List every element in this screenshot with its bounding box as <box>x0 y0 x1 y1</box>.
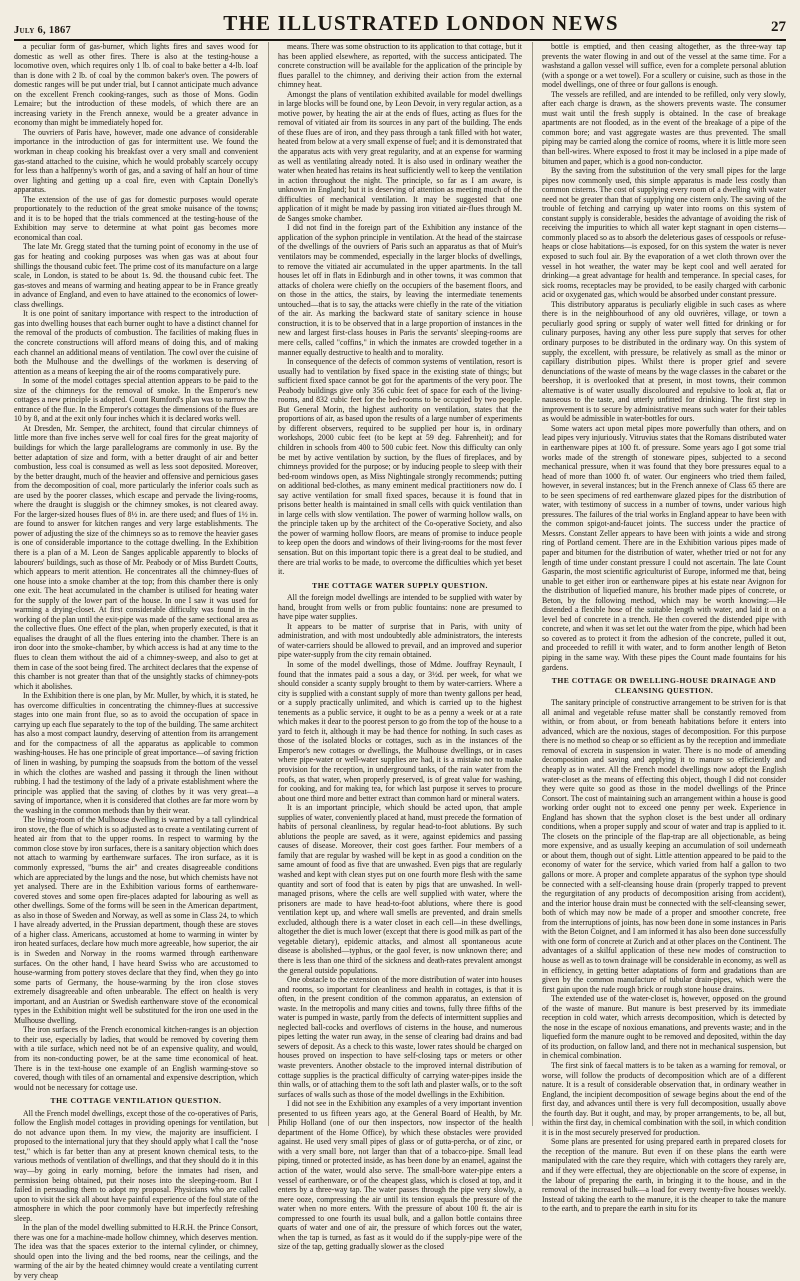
text-column-1 <box>14 42 259 1280</box>
article-paragraph: At Dresden, Mr. Semper, the architect, found that circular chimneys of little more than five inches serve well for coal fires for the great majority of buildings for which the large parallelograms are commonly in use. By the better adaptation of size and form, with a better draught of air and better combustion, less coal is consumed as well as less soot deposited. Moreover, by the better draught, much of the heavier and offensive and pernicious gases from the decomposition of coal, more particularly the inferior coals such as are used by the poorer classes, which escape and pervade the living-rooms, where the draught is sluggish or the chimney smokes, is not cleared away. For the larger-sized houses flues of 8½ in. are there used; and flues of 1½ in. are found to answer for kitchen ranges and very large establishments. The power of adjusting the size of the chimneys so as to remove the heavier gases is one of considerable importance to the cottage dwelling. In the Exhibition there is a plan of a M. Leon de Sanges applicable apparently to blocks of labourers' buildings, such as those of Mr. Peabody or of Miss Burdett Coutts, which appears to merit attention. He concentrates all the chimney-flues of one house into a smoke chamber at the top; from this chamber there is only one exit. The heat accumulated in the chamber is utilised for heating water for the supply of the lower part of the house. In one I saw it was used for warming a drying-closet. At first considerable difficulty was found in the working of the plan until the exit-pipe was made of the same sectional area as the collective flues. One effect of the plan, when properly executed, is that it equalises the draught of all the flues entering into the chamber. There is an iron door into the smoke-chamber, by which access is had at any time to the flues to clean them without the aid of a chimney-sweep, and also to get at them in case of the soot being fired. The architect declares that the expense of this chamber is not greater than that of the unsightly stacks of chimney-pots which it abolishes. <box>14 423 259 691</box>
article-paragraph: It appears to be matter of surprise that in Paris, with unity of administration, and with most undoubtedly able administrators, the interests of water-carriers should be allowed to prevail, and an improved and superior pipe water-supply from the city remain obtained. <box>278 621 522 660</box>
text-column-2 <box>268 42 522 1252</box>
article-paragraph: I did not find in the foreign part of the Exhibition any instance of the application of the syphon principle in ventilation. At the head of the staircase of the dwellings of the ouvriers of Paris such an apparatus as that of Muir's ventilators may be commended, especially in the larger blocks of dwellings, to remove the vitiated air accumulated in the upper apartments. In the tall houses let off in flats in Edinburgh and in other towns, it was common that attacks of cholera were chiefly on the occupiers of the basement floors, and on those in the attics, the stairs, by leaving the intermediate tenements untouched—that is to say, the attacks were chiefly in the rate of the vitiation of the air. As marking the backward state of sanitary science in house construction, it is to be observed that in a large proportion of instances in the new and largest first-class houses in Paris the servants' sleeping-rooms are mere cells, called "coffins," in which the inmates are crowded together in a manner equally destructive to health and to morality. <box>278 223 522 357</box>
article-paragraph: means. There was some obstruction to its application to that cottage, but it has been applied elsewhere, as reported, with the success anticipated. The concrete construction will be available for the application of the principle by flues parallel to the chimney, and deriving their action from the external chimney heat. <box>278 42 522 90</box>
article-paragraph: The iron surfaces of the French economical kitchen-ranges is an objection to their use, especially by ladies, that would be removed by covering them with a tile surface, which need not be of an expensive quality, and would, from its non-conducting power, be at the same time economical of heat. There is in the text-house one example of an English warming-stove so covered, though with tiles of an ornamental and expensive description, which would not be necessary for cottage use. <box>14 1025 258 1092</box>
article-paragraph: Amongst the plans of ventilation exhibited available for model dwellings in large blocks will be found one, by Leon Devoir, in very regular action, as a motive power, by heating the air at the ends of flues, acting as flues for the removal of vitiated air from its sources in any part of the building. The ends of these flues are of iron, and they pass through a tank filled with hot water, heated from below at a very small expense of fuel; and it is demonstrated that the apparatus acts with very great regularity, and at an expense for warming as well as ventilating already noted. It is also used in ordinary weather the water when heated has retains its heat sufficiently well to keep the ventilation in action throughout the night. The principle, so far as I am aware, is unknown in England; but it is deserving of attention as meeting much of the difficulties of mechanical ventilation. It may be suggested that one application of it might be made by passing iron vitiated air-flues through M. de Sanges smoke chamber. <box>278 89 522 223</box>
article-paragraph: In some of the model cottages special attention appears to be paid to the size of the chimneys for the removal of smoke. In the Emperor's new cottages a new principle is adopted. Count Rumford's plan was to narrow the entrance of the flue. In the Emperor's cottages the dimensions of the flues are 10 by 8, and at the exit only four inches which it is declared works well. <box>14 376 258 424</box>
article-paragraph: By the saving from the substitution of the very small pipes for the large pipes now commonly used, this simple apparatus is made less costly than common cisterns. The cost of supplying every room of a dwelling with water need not be greater than that of supplying one cistern only. The saving of the trouble of fetching and carrying up water into rooms on this system of constant supply is considerable, besides the advantage of avoiding the risk of receiving the impurities to which all water kept stagnant in open cisterns—commonly placed so as to absorb the deleterious gases of cesspools or refuse-heaps or close habitations—is exposed, for on this system the water is never exposed to such foul air. By the evaporation of a wet cloth thrown over the vessel in hot weather, the water may be kept cool and well aerated for drinking—a great advantage for health and temperance. In special cases, for sick rooms, receptacles may be provided, to be easily charged with carbonic acid or oxygenated gas, which would be absorbed under constant pressure. <box>542 166 786 300</box>
article-paragraph: I did not see in the Exhibition any examples of a very important invention presented to us fifteen years ago, at the General Board of Health, by Mr. Philip Holland (one of our then inspectors, now inspector of the health department of the Home Office), by which these obstacles were provided against. He used very small pipes of glass or of gutta-percha, or of zinc, or with a very small bore, not larger than that of a tobacco-pipe. Small lead piping, tinned or protected inside, as has been done by an enamel, against the action of the water, would also serve. The small-bore water-pipe enters a vessel of earthenware, or of the cheapest glass, which is closed at top, and it enters by a three-way tap. The water passes through the pipe very slowly, a mere ooze, compressing the air until its tension equals the pressure of the water when no more enters. With the pressure of about 100 ft. the air is compressed to one fourth its usual bulk, and a gallon bottle contains three quarts of water and one of air, the pressure of which forces out the water, when the tap is turned, as fast as it would do if the supply-pipe were of the size of the tap, getting gradually slower as the closed <box>278 1099 522 1252</box>
article-paragraph: In the plan of the model dwelling submitted to H.R.H. the Prince Consort, there was one for a machine-made hollow chimney, which deserves mention. The idea was that the spaces exterior to the internal cylinder, or chimney, should open into the living and the bed rooms, near the ceilings, and the warming of the air by the heated chimney would create a ventilating current by very cheap <box>14 1223 258 1280</box>
article-paragraph: This distributory apparatus is peculiarly eligible in such cases as where there is in the neighbourhood of any old ouvrières, village, or town a peculiarly good spring or supply of water well fitted for drinking or for culinary purposes, having any other less pure supply that serves for other ordinary purposes to be distributed in the ordinary way. On this system of supply, the excellent, with pressure, be relatively as small as the minor or capillary distribution pipes. Whilst there is proper grief and severe denunciations of the waste of means by the wage classes in the cabaret or the beershop, it is overlooked that at present, in most towns, their common alternative is of water usually discoloured and repulsive to look at, flat or nauseous to the taste, and utterly unfitted for drinking. The first step in improvement is to secure by administrative means such water for their tables as would be admissible in water-bottles for ours. <box>542 299 786 424</box>
article-paragraph: In some of the model dwellings, those of Mdme. Jouffray Reynault, I found that the inmates paid a sous a day, or 3½d. per week, for what we should consider a scanty supply brought to them by water-carriers. Where a city is supplied with a constant supply of more than twenty gallons per head, or a supply practically unlimited, and which is carried up to the highest tenements as a public service, it ought to be as a penny a week or at a rate which makes it dear to the poorest person to go from the top of the house to a yard to fetch it, although it may be had thence for nothing. In such cases as those of the isolated blocks or cottages, such as in the instances of the Emperor's new cottages or dwellings, the Mulhouse dwellings, or in cases where pipe-water or well-water supplies are had, it is a mistake not to make provision for the reception, in underground tanks, of the rain water from the roofs, as that water, when properly preserved, is of great value for washing, for cooking, and for making tea, for which last purpose it serves to procure about one third more and better extract than common hard or mineral waters. <box>278 660 522 803</box>
article-paragraph: All the French model dwellings, except those of the co-operatives of Paris, follow the English model cottages in providing openings for ventilation, but do not advance upon them. In my view, the majority are insufficient. I proposed to the international jury that they should apply what I call the "nose test," which is far better than any at present known chemical tests, to the various methods of ventilation of dwellings, and that they should do it in this way—by going in early morning, before the inmates had risen, and permission being obtained, put their noses into the sleeping-room. But I failed in persuading them to adopt my proposal. Physicians who are called upon to visit the sick all about have painful experience of the foul state of the atmosphere in which the poor commonly have but imperfectly refreshing sleep. <box>14 1108 258 1223</box>
article-columns <box>14 42 786 1280</box>
article-paragraph: All the foreign model dwellings are intended to be supplied with water by hand, brought from wells or from public fountains: none are presumed to have pipe water supplies. <box>278 593 522 622</box>
page-number: 27 <box>770 19 786 35</box>
article-paragraph: The living-room of the Mulhouse dwelling is warmed by a tall cylindrical iron stove, the flue of which is so adjusted as to create a ventilating current of heated air from that to the upper rooms. In respect to warming by the common close stove by iron surfaces, there is a sanitary objection which does not attach to warming by earthenware surfaces. The iron surface, as it is commonly expressed, "burns the air" and creates disagreeable conditions which are appreciated by the lungs and the nose, but which chemists have not yet analysed. There are in the Exhibition various forms of earthenware-covered stoves and some open fire-places adapted for labouring as well as other dwellings. Some of the forms will be seen in the American department, as also in those of Sweden and Norway, as well as some in Class 24, to which I have already adverted, in the Prussian department, though these are stoves of a higher class. Americans, accustomed at home to warming in winter by iron heated surfaces, declare how much more agreeable, how superior, the air is in Sweden and Norway in the rooms warmed through earthenware surfaces. On the other hand, I have heard Swiss who are accustomed to house-warming from pottery stoves declare that they find, when they go into some parts of Germany, the house-warming by the iron close stoves extremely disagreeable and often unbearable. The effect on health is very important, and an Austrian or Swedish earthenware stove of the economical types in the Exhibition might well be substituted for the iron one used in the Mulhouse dwelling. <box>14 815 258 1025</box>
article-paragraph: The vessels are refilled, and are intended to be refilled, only very slowly, after each charge is drawn, as the showers prevents waste. The consumer must wait until the fresh supply is obtained. In the case of breakage apartments are not flooded, as in the event of the breakage of a pipe of the common bore; and vast aggregate wastes are thus prevented. The small piping may be carried along the cornice of rooms, where it is little more seen than bell-wires. Where exposed to frost it may be inclosed in a pipe made of bitumen and paper, which is a good non-conductor. <box>542 89 786 166</box>
article-paragraph: It is one point of sanitary importance with respect to the introduction of gas into dwelling houses that each burner ought to have a distinct channel for the removal of the products of combustion. The facilities of making flues in the concrete constructions will afford means of doing this, and of making each channel an additional means of ventilation. The cowl over the cuisine of both the Mulhouse and the dwellings of the workmen is deserving of attention as a means of keeping the air of the rooms comparatively pure. <box>14 309 258 376</box>
issue-date: July 6, 1867 <box>14 25 72 36</box>
masthead <box>14 8 786 41</box>
article-paragraph: The sanitary principle of constructive arrangement to be striven for is that all animal and vegetable refuse matter shall be constantly removed from within, or from about, or from beneath habitations before it enters into advanced, which are the noxious, stages of decomposition. For this purpose there is no method so cheap or so efficient as by the reception and immediate removal of excreta in suspension in water. There is no mode of amending decomposition and saving and applying it to manure so efficiently and cheaply as in water. All the French model dwellings now adopt the English water-closet as the means of effecting this object, though I did not consider they were quite so good as those in the model dwellings of the Prince Consort. The cost of maintaining such an arrangement within a house is good working order ought not to exceed one penny per week. Experience in England has shown that the syphon closet is the best under all ordinary conditions, when a proper supply and scour of water and trap is applied to it. The closets on the principle of the flap-trap are all objectionable, as being more expensive, and as usually keeping an accumulation of soil underneath or about them, though out of sight. Little attention appeared to be paid to the economy of water for the service, which varied from half a gallon to two gallons or more. A proper and complete apparatus of the syphon type should be connected with a self-cleansing house drain (properly trapped to prevent the regurgitation of any products of decomposition arising from accident), and the interior house drain must be connected with the self-cleansing sewer, both of which may now be made of a proper and smoother concrete, free from the interruptions of joints, has now been done in some instances in Paris with the Beton Coignet, and I am informed it has also been done successfully with one form of concrete at Zurich and at other places on the Continent. The advantages of a skilful application of these new modes of construction to house as well as to town drainage will be considerable in economy, as well as in efficiency, in getting better adaptations of form and gradations than are given by the common manufacture of tubular drain-pipes, which were the first gain upon the rude rough brick or rough stone house drains. <box>542 698 786 994</box>
article-paragraph: The ouvriers of Paris have, however, made one advance of considerable importance in the introduction of gas for intermittent use. We found the workman in cheap cooking his breakfast over a very small and convenient gas-stand attached to the cuisine, which he would probably scarcely occupy for less than a halfpenny's worth of gas, and a saving of half an hour of time over lighting and getting up a coal fire, even with Captain Donelly's apparatus. <box>14 127 258 195</box>
article-paragraph: Some plans are presented for using prepared earth in prepared closets for the reception of the manure. But even if on these plans the earth were manipulated with the care they require, which with cottagers they rarely are, and if they were effectual, they are objectionable on the score of expense, in the labour of preparing the earth, in bringing it to the house, and in the removal of the increased bulk—a load for every twenty-five houses weekly. Instead of taking the earth to the manure, it is the cheaper to take the manure to the earth, and to prepare the earth in situ for its <box>542 1137 786 1214</box>
article-paragraph: a peculiar form of gas-burner, which lights fires and saves wood for domestic as well as other fires. There is also at the testing-house a locomotive oven, which requires only 1 lb. of coal to bake better a 4-lb. loaf than is done with 2 lb. of coal by the common baker's oven. The powers of domestic ranges will be put under trial, but I cannot anticipate much advance on the excellent French cooking-ranges, such as those of Mons. Godin Lemaire; but the introduction of these models, of which there are an increasing variety in the French annexe, would be a greater advance in economy than might be immediately hoped for. <box>14 42 258 128</box>
article-paragraph: The extension of the use of gas for domestic purposes would operate proportionately to the reduction of the great smoke nuisance of the towns; and it is to be hoped that the trials commenced at the testing-house of the Exhibition may serve to determine at what point gas becomes more economical than coal. <box>14 194 258 242</box>
article-paragraph: bottle is emptied, and then ceasing altogether, as the three-way tap prevents the water flowing in and out of the vessel at the same time. For a washstand a gallon vessel will suffice, even for a complete personal ablution (with a sponge or a wet towel). For a scullery or cuisine, such as those in the model dwellings, one of three or four gallons is enough. <box>542 42 786 90</box>
section-heading: THE COTTAGE WATER SUPPLY QUESTION. <box>312 580 488 590</box>
article-paragraph: One obstacle to the extension of the more distribution of water into houses and rooms, so important for cleanliness and health in cottages, is that it is often, in the present condition of the common apparatus, an extension of waste. In the metropolis and many cities and towns, fully three fifths of the water is pumped in waste, partly from the defects of intermittent supplies and neglected ball-cocks and overflows of cisterns in the house, and numerous pipes letting the water run away, in the sense of clearing bad drains and bad sewers of deposit. As a check to this waste, lower rates should be charged on houses proved on inspection to have self-closing taps or meters or other waste preventers. Another obstacle to the improved internal distribution of cottage supplies is the practical difficulty of carrying water-pipes inside the thin walls, or of attaching them to the soft lath and plaster walls, or to the soft surfaces of walls such as those of the model dwellings in the Exhibition. <box>278 975 522 1099</box>
section-heading: THE COTTAGE VENTILATION QUESTION. <box>50 1096 222 1106</box>
article-paragraph: The first sink of faecal matters is to be taken as a warning for removal, or worse, will follow the products of decomposition which are of a different nature. It is a result of considerable observation that, in ordinary weather in England, the incipient decomposition of sewage begins about the end of the first day, and advances until there is very full decomposition, usually above the fourth day. But it ought, and may, by proper arrangements, to be, all but, within the first day, in chemical combination with the soil, in which condition it is in the most securely preserved for production. <box>542 1060 786 1137</box>
text-column-3 <box>532 42 786 1214</box>
article-paragraph: It is an important principle, which should be acted upon, that ample supplies of water, conveniently placed at hand, must precede the formation of habits of personal cleanliness, by regular head-to-foot ablutions. By such ablutions the people are saved, as it were, against epidemics and passing causes of disease. Moreover, their cost goes farther. Four members of a family that are regular by washed will be kept in as good a condition on the same amount of food as five that are unwashed. Even pigs that are regularly washed and kept with clean styes put on one fourth more flesh with the same quantity and sort of food that is eaten by pigs that are unwashed. In well-managed prisons, where the cells are well supplied with water, where the prisoners are made to have head-to-foot ablutions, where there is good ventilation kept up, and where wall smells are prevented, and drain smells excluded, although there is a water closet in each cell—in these dwellings, altogether the diet is much lower (except that there is good milk as part of the vegetable dietary), epidemic attacks, and almost all spontaneous acute disease is abolished—typhus, or the gaol fever, is now unknown there; and there is less than one third of the sickness and death-rates prevalent amongst the general outside populations. <box>278 803 522 975</box>
article-paragraph: Some waters act upon metal pipes more powerfully than others, and on lead pipes very injuriously. Vitruvius states that the Romans distributed water in earthenware pipes at 100 ft. of pressure. Some years ago I got some trial works made of the strength of stoneware pipes, subjected to a second mechanical pressure, when it was found that they bore pressures equal to a head of more than 1000 ft. of water. Our engineers who tried them failed, however, in several instances; but in the French annexe of Class 65 there are to be seen specimens of red earthenware glazed pipes for the distribution of water, with testimony of success in a number of towns, under various high pressures. The failures of the trial works in England appear to have been with the common spigot-and-faucet joints. The success under the practice of Messrs. Constant Zeller appears to have been with joints a wide and strong ring of Portland cement. There are in the Exhibition various pipes made of paper and bitumen for the distribution of water, whether tried or not for any length of time under constant pressure I could not ascertain. The late Count Gasparin, the most scientific agriculturist of Europe, informed me that, being unable to get either iron or earthenware pipes at his estate near Avignon for the distribution of liquefied manure, his brother made pipes of concrete, or Beton, by the following method, which may be worth knowing:—He distended a flexible hose of the suitable length with water, and laid it on a level bed of concrete in a trench. He then covered the distended pipe with concrete, and when it was set let out the water from the pipe, which had been so covered as to protect it from the adhesion of the concrete, pulled it out, and proceeded to refill it with water, and to form another length of Beton piping in the same way. With these pipes the Count made fountains for his gardens. <box>542 423 786 672</box>
section-heading: THE COTTAGE OR DWELLING-HOUSE DRAINAGE AND CLEANSING QUESTION. <box>551 676 777 695</box>
article-paragraph: The late Mr. Gregg stated that the turning point of economy in the use of gas for heating and cooking purposes was when gas was at about four shillings the thousand cubic feet. The prime cost of its manufacture on a large scale, in London, is stated to be about 1s. 9d. the thousand cubic feet. The gas-stoves and means of warming and heating appear to be in France greatly in advance of England, and even to have attained to the economics of lower-class dwellings. <box>14 242 258 309</box>
article-paragraph: In the Exhibition there is one plan, by Mr. Muller, by which, it is stated, he has overcome difficulties in concentrating the chimney-flues at successive stages into one main front flue, so as to avoid the occupation of space in carrying up each flue separately to the top of the building. The same architect has also a most compact laundry, deserving of attention from its arrangement and for the compactness of all the apparatus as applicable to common washing-houses. He has one principle of great importance—of saving friction of linen in washing, by pumping the soapsuds from the bottom of the vessel in which the clothes are washed and passing it through the linen without rubbing. I had the testimony of the lady of a private establishment where the principle was applied that the saving of clothes by it was very great—a saving of importance, when it is considered that clothes are far more worn by the washing in the common methods than by their wear. <box>14 691 258 815</box>
article-paragraph: The extended use of the water-closet is, however, opposed on the ground of the waste of manure. But manure is best preserved by its immediate reception in cold water, which arrests decomposition, which is detected by the nose in the escape of noxious emanations, and prevents waste; and in the liquefied form the manure ought to be removed and deposited, within the day of its production, on fallow land, and there not in mechanical suspension, but in chemical combination. <box>542 994 786 1061</box>
article-paragraph: In consequence of the defects of common systems of ventilation, resort is usually had to ventilation by fixed space in the existing state of things; but sufficient fixed space cannot be got for the apartments of the very poor. The Peabody buildings give only 356 cubic feet of space for each of the living-rooms, and 832 cubic feet for the bed-rooms to be occupied by two people. But General Morin, the highest authority on ventilation, states that the proportions of air, as based upon the results of a large number of experiments by different observers, required to be supplied per hour is, in ordinary workshops, 2000 cubic feet (to be kept at 59 deg. Fahrenheit); and for children in schools from 400 to 500 cubic feet. Now this difficulty can only be met by active ventilation by suction, by the flues of fireplaces, and by chimneys provided for the purpose; or by inducing people to sleep with their bed-room windows open, as Miss Nightingale strongly recommends; putting on additional bed-clothes, as many eminent medical practitioners now do. I say active ventilation for small fixed spaces, because it is found that in prisons better health is maintained in small cells with quick ventilation than in large cells with slow ventilation. The power of warming hollow walls, on the principle taken up by the architect of the Co-operative Society, and also the power of warming hollow floors, are means of promise to induce people to keep open the doors and windows of their living-rooms for the most fever sensation. But on this important topic there is a great deal to be studied, and there are trial works to be made, to overcome the difficulties which yet beset it. <box>278 357 522 577</box>
newspaper-title: THE ILLUSTRATED LONDON NEWS <box>223 11 619 35</box>
